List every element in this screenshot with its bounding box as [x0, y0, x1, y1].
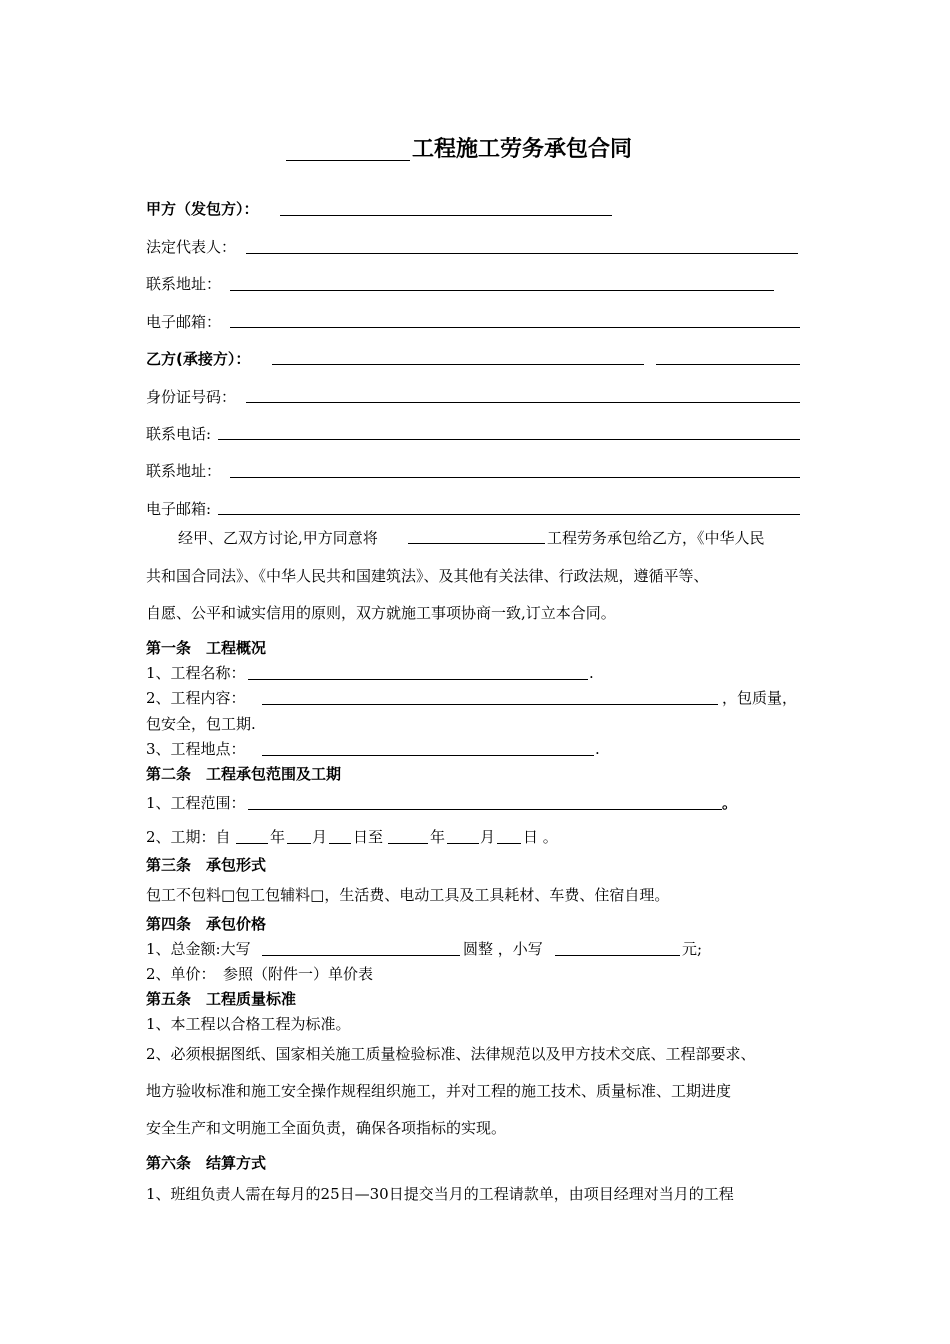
art5-p2-line-3: 安全生产和文明施工全面负责，确保各项指标的实现。 — [146, 1119, 507, 1137]
art2-period-prefix: 2、工期：自 — [146, 828, 231, 846]
art5-p2-line-2: 地方验收标准和施工安全操作规程组织施工，并对工程的施工技术、质量标准、工期进度 — [146, 1082, 732, 1100]
art1-name-field[interactable] — [248, 679, 588, 680]
art2-scope-field[interactable] — [248, 809, 722, 810]
document-title: 工程施工劳务承包合同 — [412, 137, 633, 162]
article-5-heading: 第五条 工程质量标准 — [146, 990, 297, 1008]
art2-end-month-field[interactable] — [447, 843, 479, 844]
art2-end-day-field[interactable] — [497, 843, 521, 844]
party-b-id-label: 身份证号码： — [146, 388, 237, 406]
article-3-heading: 第三条 承包形式 — [146, 856, 267, 874]
art1-site-field[interactable] — [262, 755, 594, 756]
intro-line-1b: 工程劳务承包给乙方，《中华人民 — [547, 529, 765, 547]
art2-year-2: 年 — [430, 828, 446, 846]
art6-p1: 1、班组负责人需在每月的25日—30日提交当月的工程请款单，由项目经理对当月的工程 — [146, 1185, 734, 1203]
party-b-name-field-extra[interactable] — [656, 364, 800, 365]
art2-month-1: 月 — [312, 828, 328, 846]
art1-content-field[interactable] — [262, 704, 718, 705]
intro-project-field[interactable] — [408, 543, 545, 544]
art1-site-dot: . — [595, 740, 600, 758]
art2-start-month-field[interactable] — [287, 843, 311, 844]
art4-total-end: 元; — [682, 940, 703, 958]
art2-year-1: 年 — [270, 828, 286, 846]
party-a-rep-field[interactable] — [246, 253, 798, 254]
art4-unit-price: 2、单价： 参照（附件一）单价表 — [146, 965, 374, 983]
art4-total-mid: 圆整 ，小写 — [463, 940, 543, 958]
article-2-heading: 第二条 工程承包范围及工期 — [146, 765, 342, 783]
article-6-heading: 第六条 结算方式 — [146, 1154, 267, 1172]
art3-text: 包工不包料□包工包辅料□，生活费、电动工具及工具耗材、车费、住宿自理。 — [146, 886, 670, 904]
party-b-address-label: 联系地址： — [146, 462, 222, 480]
art1-content-label: 2、工程内容： — [146, 689, 246, 707]
party-b-email-label: 电子邮箱: — [146, 500, 212, 518]
party-a-rep-label: 法定代表人： — [146, 238, 237, 256]
art4-total-figures-field[interactable] — [555, 955, 680, 956]
art2-month-2: 月 — [480, 828, 496, 846]
party-b-label: 乙方(承接方）： — [146, 350, 251, 368]
art5-p2-line-1: 2、必须根据图纸、国家相关施工质量检验标准、法律规范以及甲方技术交底、工程部要求、 — [146, 1045, 756, 1063]
art4-total-label: 1、总金额:大写 — [146, 940, 251, 958]
title-blank-line[interactable] — [286, 160, 410, 161]
art2-scope-label: 1、工程范围： — [146, 794, 246, 812]
party-b-id-field[interactable] — [246, 402, 800, 403]
party-b-name-field[interactable] — [272, 364, 644, 365]
article-4-heading: 第四条 承包价格 — [146, 915, 267, 933]
party-a-address-field[interactable] — [230, 290, 774, 291]
intro-line-1a: 经甲、乙双方讨论,甲方同意将 — [178, 529, 378, 547]
art2-end-year-field[interactable] — [388, 843, 428, 844]
art1-name-label: 1、工程名称： — [146, 664, 246, 682]
art2-start-year-field[interactable] — [236, 843, 268, 844]
party-a-label: 甲方（发包方）： — [146, 200, 259, 218]
art1-site-label: 3、工程地点： — [146, 740, 246, 758]
party-a-name-field[interactable] — [280, 215, 612, 216]
art1-content-tail: ，包质量， — [722, 689, 798, 707]
art5-p1: 1、本工程以合格工程为标准。 — [146, 1015, 351, 1033]
intro-line-3: 自愿、公平和诚实信用的原则，双方就施工事项协商一致,订立本合同。 — [146, 604, 616, 622]
art2-day-2: 日 。 — [523, 828, 558, 846]
art2-day-1: 日至 — [353, 828, 384, 846]
intro-line-2: 共和国合同法》、《中华人民共和国建筑法》、及其他有关法律、行政法规，遵循平等、 — [146, 567, 709, 585]
art4-total-words-field[interactable] — [262, 955, 460, 956]
party-a-address-label: 联系地址： — [146, 275, 222, 293]
art2-scope-end: 。 — [722, 794, 738, 812]
party-b-email-field[interactable] — [218, 514, 800, 515]
party-b-phone-field[interactable] — [218, 439, 800, 440]
party-a-email-field[interactable] — [230, 327, 800, 328]
art1-content-cont: 包安全，包工期. — [146, 715, 256, 733]
party-b-phone-label: 联系电话: — [146, 425, 212, 443]
article-1-heading: 第一条 工程概况 — [146, 639, 267, 657]
art1-name-dot: . — [589, 664, 594, 682]
party-a-email-label: 电子邮箱： — [146, 313, 222, 331]
party-b-address-field[interactable] — [230, 477, 800, 478]
art2-start-day-field[interactable] — [329, 843, 351, 844]
